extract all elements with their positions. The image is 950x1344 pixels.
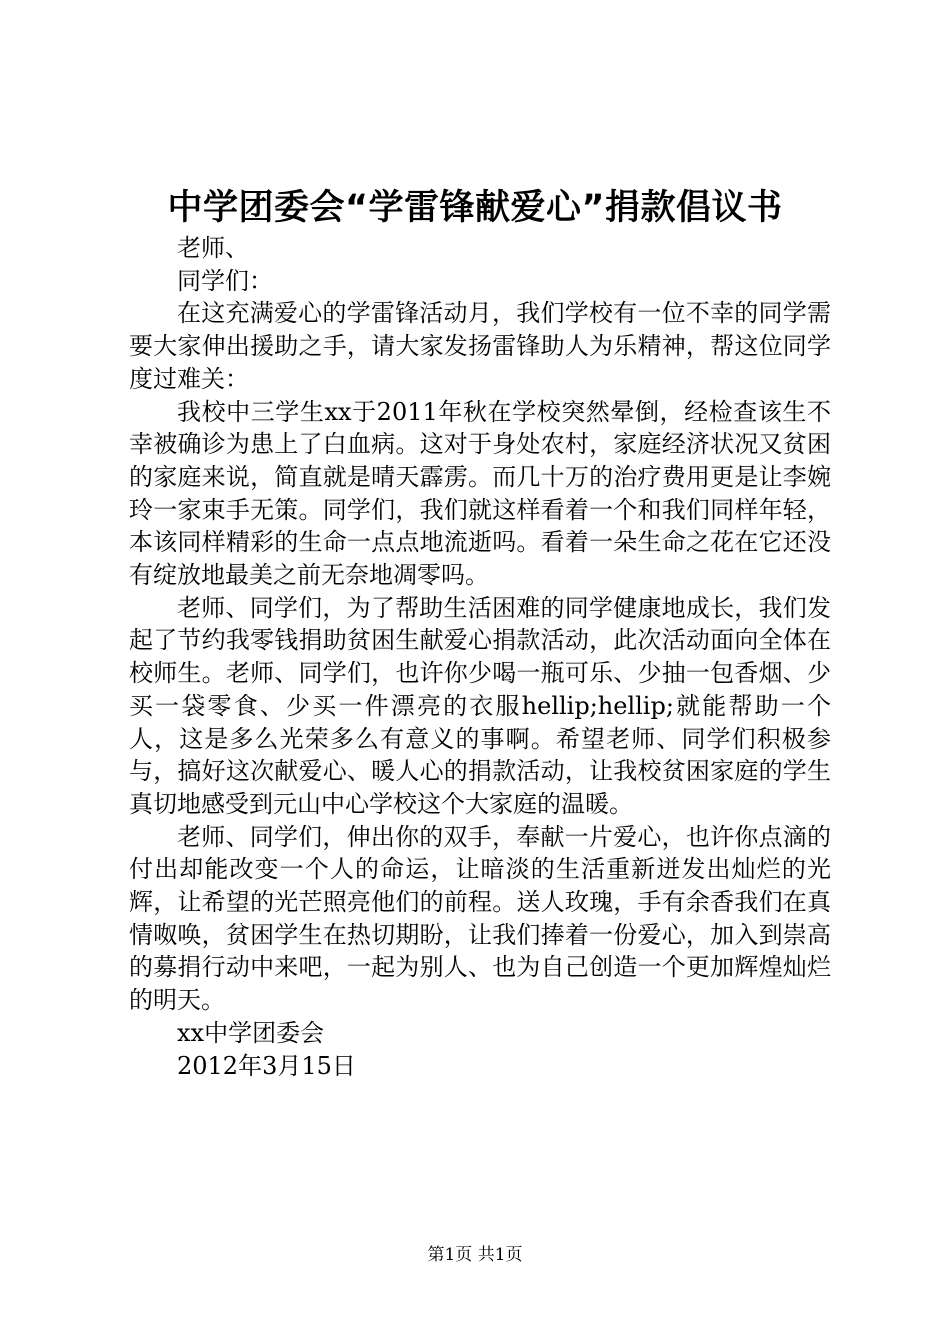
document-title: 中学团委会“学雷锋献爱心”捐款倡议书	[167, 188, 783, 228]
salutation-students: 同学们：	[177, 266, 273, 295]
document-body	[129, 232, 831, 1082]
date: 2012年3月15日	[177, 1051, 356, 1080]
paragraph-student-story: 我校中三学生xx于2011年秋在学校突然晕倒，经检查该生不幸被确诊为患上了白血病。这对于身处农村，家庭经济状况又贫困的家庭来说，简直就是晴天霹雳。而几十万的治疗费用更是让李婉玲一家束手无策。同学们，我们就这样看着一个和我们同样年轻，本该同样精彩的生命一点点地流逝吗。看着一朵生命之花在它还没有绽放地最美之前无奈地凋零吗。	[129, 397, 831, 590]
paragraph-intro: 在这充满爱心的学雷锋活动月，我们学校有一位不幸的同学需要大家伸出援助之手，请大家发扬雷锋助人为乐精神，帮这位同学度过难关：	[129, 299, 831, 393]
salutation-teachers: 老师、	[177, 234, 249, 262]
paragraph-appeal: 老师、同学们，伸出你的双手，奉献一片爱心，也许你点滴的付出却能改变一个人的命运，让暗淡的生活重新迸发出灿烂的光辉，让希望的光芒照亮他们的前程。送人玫瑰，手有余香我们在真情呶唤，贫困学生在热切期盼，让我们捧着一份爱心，加入到崇高的募捐行动中来吧，一起为别人、也为自己创造一个更加辉煌灿烂的明天。	[129, 822, 831, 1015]
signature: xx中学团委会	[177, 1018, 325, 1047]
page-footer: 第1页 共1页	[427, 1245, 523, 1265]
paragraph-campaign: 老师、同学们，为了帮助生活困难的同学健康地成长，我们发起了节约我零钱捐助贫困生献爱心捐款活动，此次活动面向全体在校师生。老师、同学们，也许你少喝一瓶可乐、少抽一包香烟、少买一袋零食、少买一件漂亮的衣服hellip;hellip;就能帮助一个人，这是多么光荣多么有意义的事啊。希望老师、同学们积极参与，搞好这次献爱心、暖人心的捐款活动，让我校贫困家庭的学生真切地感受到元山中心学校这个大家庭的温暖。	[129, 593, 831, 818]
